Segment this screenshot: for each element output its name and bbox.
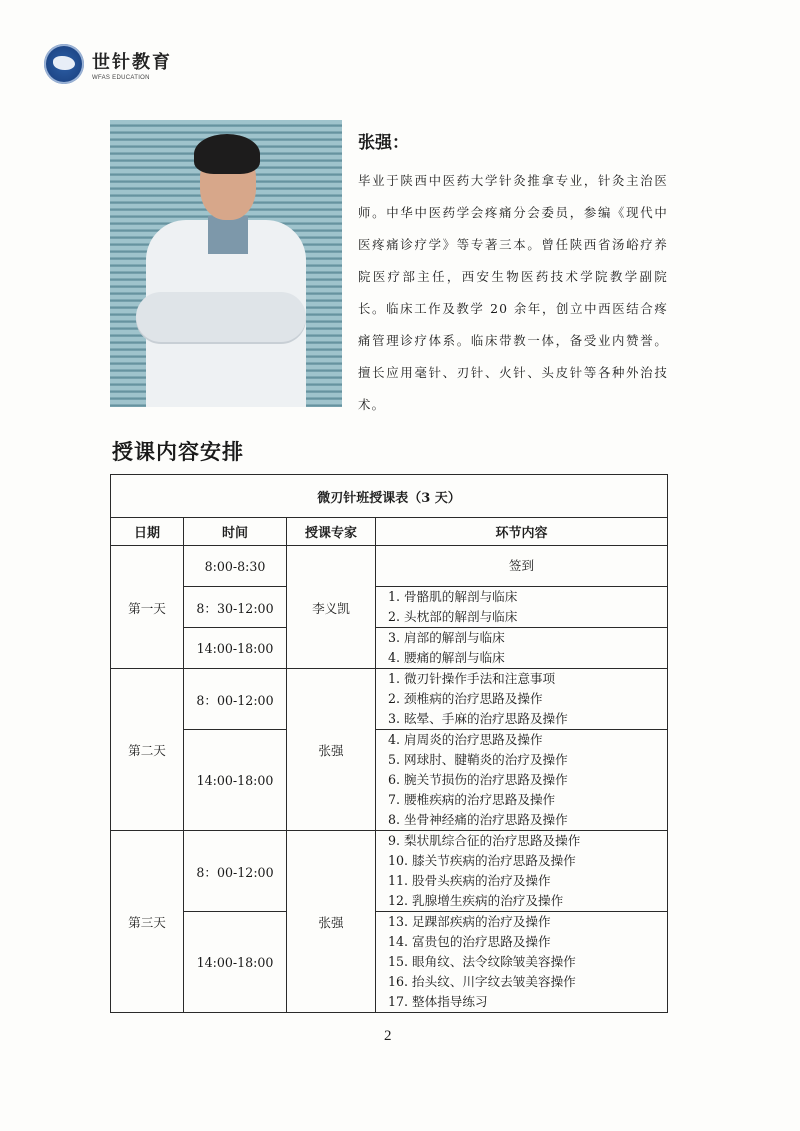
time-cell: 14:00-18:00 — [184, 912, 287, 1013]
content-item: 2. 头枕部的解剖与临床 — [388, 609, 518, 624]
content-cell — [376, 546, 668, 587]
time-cell: 14:00-18:00 — [184, 730, 287, 831]
instructor-name: 张强： — [358, 133, 409, 153]
instructor-photo — [110, 120, 342, 407]
header-expert: 授课专家 — [287, 518, 376, 546]
instructor-bio — [358, 128, 668, 421]
content-cell — [376, 912, 668, 1013]
content-item: 17. 整体指导练习 — [388, 994, 488, 1009]
logo-chinese-name: 世针教育 — [92, 51, 172, 73]
expert-cell: 李义凯 — [287, 546, 376, 669]
content-item: 6. 腕关节损伤的治疗思路及操作 — [388, 772, 568, 787]
content-item: 13. 足踝部疾病的治疗及操作 — [388, 914, 551, 929]
time-cell: 8：00-12:00 — [184, 669, 287, 730]
table-row — [111, 546, 668, 587]
content-item: 15. 眼角纹、法令纹除皱美容操作 — [388, 954, 576, 969]
brand-logo — [44, 44, 172, 84]
table-row — [111, 628, 668, 669]
content-cell — [376, 730, 668, 831]
content-cell — [376, 831, 668, 912]
time-cell: 14:00-18:00 — [184, 628, 287, 669]
content-item: 8. 坐骨神经痛的治疗思路及操作 — [388, 812, 568, 827]
table-row — [111, 669, 668, 730]
content-item: 2. 颈椎病的治疗思路及操作 — [388, 691, 543, 706]
table-row — [111, 730, 668, 831]
schedule-table — [110, 474, 668, 1013]
header-date: 日期 — [111, 518, 184, 546]
content-item: 1. 微刃针操作手法和注意事项 — [388, 671, 556, 686]
header-time: 时间 — [184, 518, 287, 546]
content-item: 14. 富贵包的治疗思路及操作 — [388, 934, 551, 949]
content-cell — [376, 628, 668, 669]
table-row — [111, 831, 668, 912]
schedule-caption: 微刃针班授课表（3 天） — [111, 475, 668, 518]
content-cell — [376, 669, 668, 730]
time-cell: 8：00-12:00 — [184, 831, 287, 912]
content-cell — [376, 587, 668, 628]
logo-text — [92, 48, 172, 81]
content-item: 10. 膝关节疾病的治疗思路及操作 — [388, 853, 576, 868]
page-number: 2 — [384, 1028, 392, 1044]
globe-icon — [44, 44, 84, 84]
content-item: 3. 眩晕、手麻的治疗思路及操作 — [388, 711, 568, 726]
content-item: 5. 网球肘、腱鞘炎的治疗及操作 — [388, 752, 568, 767]
content-item: 1. 骨骼肌的解剖与临床 — [388, 589, 518, 604]
time-cell: 8：30-12:00 — [184, 587, 287, 628]
expert-cell: 张强 — [287, 831, 376, 1013]
content-item: 4. 肩周炎的治疗思路及操作 — [388, 732, 543, 747]
header-content: 环节内容 — [376, 518, 668, 546]
instructor-bio-text: 毕业于陕西中医药大学针灸推拿专业，针灸主治医师。中华中医药学会疼痛分会委员，参编《现代中医疼痛诊疗学》等专著三本。曾任陕西省汤峪疗养院医疗部主任，西安生物医药技术学院教学副院长。临床工作及教学 20 余年，创立中西医结合疼痛管理诊疗体系。临床带教一体，备受业内赞誉。擅长应用毫针、刃针、火针、头皮针等各种外治技术。 — [358, 173, 668, 412]
content-item: 签到 — [508, 558, 535, 573]
content-item: 3. 肩部的解剖与临床 — [388, 630, 505, 645]
content-item: 16. 抬头纹、川字纹去皱美容操作 — [388, 974, 576, 989]
content-item: 11. 股骨头疾病的治疗及操作 — [388, 873, 551, 888]
day-cell: 第三天 — [111, 831, 184, 1013]
time-cell: 8:00-8:30 — [184, 546, 287, 587]
content-item: 4. 腰痛的解剖与临床 — [388, 650, 505, 665]
content-item: 7. 腰椎疾病的治疗思路及操作 — [388, 792, 556, 807]
day-cell: 第一天 — [111, 546, 184, 669]
section-title: 授课内容安排 — [112, 439, 244, 464]
content-item: 9. 梨状肌综合征的治疗思路及操作 — [388, 833, 581, 848]
table-row — [111, 912, 668, 1013]
day-cell: 第二天 — [111, 669, 184, 831]
table-row — [111, 587, 668, 628]
logo-english-name: WFAS EDUCATION — [92, 74, 150, 81]
content-item: 12. 乳腺增生疾病的治疗及操作 — [388, 893, 564, 908]
expert-cell: 张强 — [287, 669, 376, 831]
schedule-header-row — [111, 518, 668, 546]
